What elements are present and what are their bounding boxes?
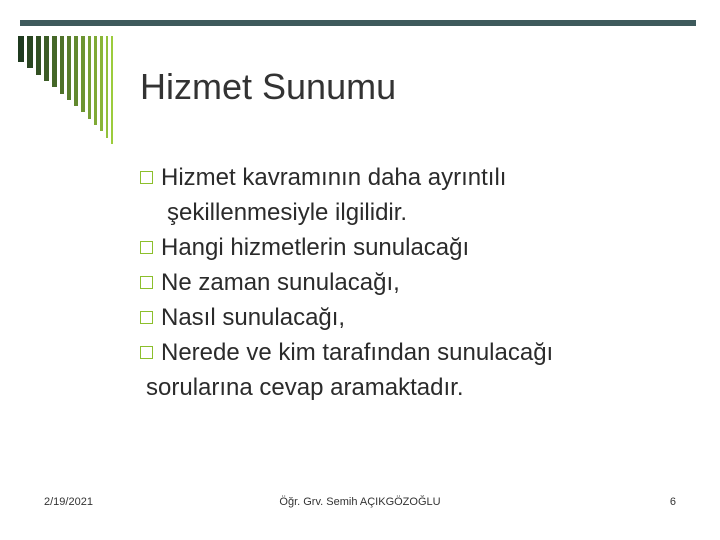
bullet-item <box>140 265 700 300</box>
bullet-text: Nerede ve kim tarafından sunulacağı <box>161 339 554 366</box>
decorative-bar <box>88 36 91 119</box>
bullet-text: Hangi hizmetlerin sunulacağı <box>161 234 470 261</box>
top-rule <box>20 20 696 26</box>
slide-body <box>140 160 700 405</box>
square-bullet-icon <box>140 241 153 254</box>
decorative-bar <box>94 36 97 125</box>
decorative-bar <box>81 36 85 112</box>
bullet-text: Hizmet kavramının daha ayrıntılı <box>161 164 507 191</box>
decorative-bar <box>60 36 64 94</box>
bullet-item <box>140 300 700 335</box>
bullet-text: Ne zaman sunulacağı, <box>161 269 400 296</box>
decorative-bar <box>106 36 108 138</box>
footer-date: 2/19/2021 <box>44 496 93 508</box>
decorative-bar <box>74 36 78 106</box>
bullet-item <box>140 335 700 370</box>
bullet-item <box>140 230 700 265</box>
decorative-bar <box>67 36 71 100</box>
slide-number: 6 <box>669 496 676 508</box>
decorative-bar <box>111 36 113 144</box>
decorative-bars <box>18 36 118 144</box>
bullet-item <box>140 160 700 195</box>
footer-author: Öğr. Grv. Semih AÇIKGÖZOĞLU <box>279 496 441 508</box>
decorative-bar <box>52 36 57 87</box>
bullet-text: Nasıl sunulacağı, <box>161 304 346 331</box>
square-bullet-icon <box>140 311 153 324</box>
decorative-bar <box>100 36 103 131</box>
square-bullet-icon <box>140 171 153 184</box>
decorative-bar <box>18 36 24 62</box>
bullet-continuation: şekillenmesiyle ilgilidir. <box>167 199 408 226</box>
decorative-bar <box>27 36 33 68</box>
square-bullet-icon <box>140 276 153 289</box>
square-bullet-icon <box>140 346 153 359</box>
slide-title: Hizmet Sunumu <box>140 66 397 107</box>
decorative-bar <box>44 36 49 81</box>
decorative-bar <box>36 36 41 75</box>
closing-text: sorularına cevap aramaktadır. <box>146 374 464 401</box>
